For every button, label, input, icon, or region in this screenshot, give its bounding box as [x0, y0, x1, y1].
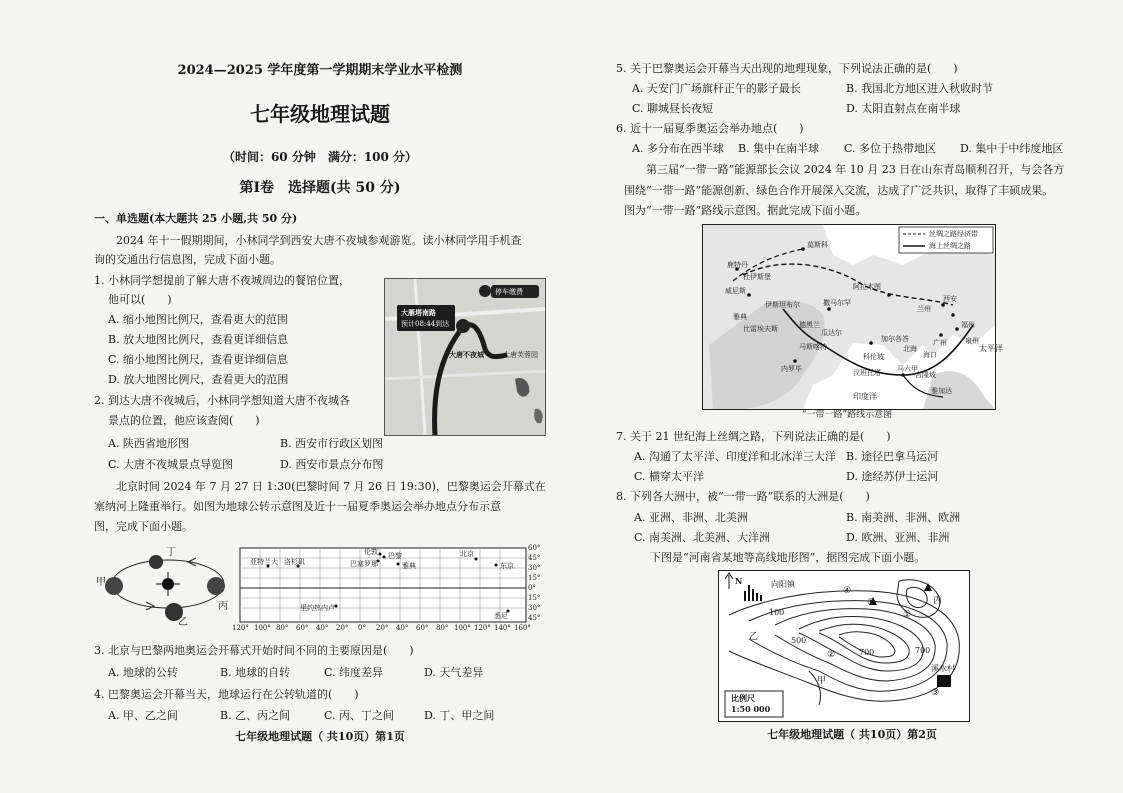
q2-stem: 2. 到达大唐不夜城后，小林同学想知道大唐不夜城各	[94, 394, 350, 407]
lon-label-5: 40°	[316, 624, 329, 632]
page-footer-1: 七年级地理试题（ 共10页）第1页	[235, 730, 405, 743]
city-kolkata: 加尔各答	[881, 335, 909, 343]
orbit-diagram	[96, 546, 236, 626]
marker-5: ⑤	[867, 598, 876, 608]
q8-stem: 8. 下列各大洲中，被“一带一路”联系的大洲是( )	[616, 490, 870, 503]
q8-option-d[interactable]: D. 欧洲、亚洲、非洲	[846, 531, 950, 544]
q7-stem: 7. 关于 21 世纪海上丝绸之路，下列说法正确的是( )	[616, 430, 891, 443]
q4-option-d[interactable]: D. 丁、甲之间	[424, 709, 495, 722]
q3-option-a[interactable]: A. 地球的公转	[108, 666, 178, 679]
city-lanzhou: 兰州	[917, 305, 931, 313]
q4-stem: 4. 巴黎奥运会开幕当天，地球运行在公转轨道的( )	[94, 688, 359, 701]
city-beijing: 北京	[460, 550, 474, 558]
city-hambantota: 汉班托塔	[853, 369, 881, 377]
q8-option-c[interactable]: C. 南美洲、北美洲、大洋洲	[634, 531, 771, 544]
lon-label-10: 60°	[416, 624, 429, 632]
q5-option-b[interactable]: B. 我国北方地区进入秋收时节	[846, 82, 994, 95]
q7-option-b[interactable]: B. 途径巴拿马运河	[846, 450, 939, 463]
q8-option-b[interactable]: B. 南美洲、非洲、欧洲	[846, 511, 961, 524]
city-london: 伦敦	[364, 548, 378, 556]
lat-30s: 30°	[528, 604, 541, 612]
intro3-line2: 围绕“一带一路”能源创新、绿色合作开展深入交流，达成了广泛共识，取得了丰硕成果。	[624, 184, 1054, 197]
orbit-jia: 甲	[96, 577, 106, 588]
city-venice: 威尼斯	[725, 287, 746, 295]
lat-45n: 45°	[528, 554, 541, 562]
indian-ocean-label: 印度洋	[853, 392, 877, 401]
q3-stem: 3. 北京与巴黎两地奥运会开幕式开始时间不同的主要原因是( )	[94, 644, 414, 657]
marker-2: ②	[827, 650, 836, 660]
city-almaty: 阿拉木图	[853, 283, 881, 291]
city-gwadar: 瓜达尔	[821, 329, 842, 337]
destination-label: 大唐不夜城	[449, 350, 484, 359]
lat-0: 0°	[528, 584, 536, 592]
q7-option-c[interactable]: C. 横穿太平洋	[634, 470, 705, 483]
north-arrow-label: N	[735, 576, 743, 586]
q2-option-b[interactable]: B. 西安市行政区划图	[280, 437, 384, 450]
q2-option-c[interactable]: C. 大唐不夜城景点导览图	[108, 458, 234, 471]
city-quanzhou: 泉州	[965, 337, 979, 345]
orbit-bing: 丙	[218, 601, 228, 612]
city-tokyo: 东京	[500, 562, 514, 570]
city-fuzhou: 福州	[961, 321, 975, 329]
lon-label-8: 20°	[376, 624, 389, 632]
city-colombo: 科伦坡	[863, 353, 884, 361]
city-rotterdam: 鹿特丹	[727, 261, 748, 269]
orbit-yi: 乙	[178, 617, 188, 628]
q4-option-a[interactable]: A. 甲、乙之间	[108, 709, 178, 722]
marker-1: ①	[903, 610, 912, 620]
part-heading: 一、单选题(本大题共 25 小题,共 50 分)	[94, 212, 298, 225]
village-label: 溪水村	[931, 664, 955, 673]
city-athens: 雅典	[402, 562, 416, 570]
q3-option-b[interactable]: B. 地球的自转	[220, 666, 291, 679]
q7-option-a[interactable]: A. 沟通了太平洋、印度洋和北冰洋三大洋	[634, 450, 836, 463]
legend-sea-route: 海上丝绸之路	[929, 242, 971, 250]
city-kuala-lumpur: 吉隆坡	[915, 371, 936, 379]
city-tehran: 德黑兰	[799, 321, 820, 329]
q4-option-c[interactable]: C. 丙、丁之间	[324, 709, 395, 722]
city-guangzhou: 广州	[933, 339, 947, 347]
scale-title: 比例尺	[731, 693, 755, 703]
orbit-ding: 丁	[166, 547, 176, 558]
marker-4: ④	[843, 586, 852, 596]
intro4: 下图是“河南省某地等高线地形图”，据图完成下面小题。	[650, 551, 926, 564]
section-title: 第Ⅰ卷 选择题(共 50 分)	[239, 180, 401, 196]
point-bing: 丙	[933, 596, 943, 606]
contour-100: 100	[769, 608, 785, 617]
city-moscow: 莫斯科	[807, 241, 828, 249]
q6-option-a[interactable]: A. 多分布在西半球	[632, 142, 724, 155]
intro2-line3: 图，完成下面小题。	[94, 520, 193, 533]
lon-label-4: 60°	[296, 624, 309, 632]
scale-value: 1:50 000	[731, 704, 771, 714]
city-atlanta: 亚特兰大	[250, 558, 278, 566]
contour-700-b: 700	[915, 646, 931, 655]
q1-option-d[interactable]: D. 放大地图比例尺，查看更大的范围	[108, 373, 289, 386]
pacific-ocean-label: 太平洋	[979, 344, 1003, 353]
intro2-line1: 北京时间 2024 年 7 月 27 日 1:30(巴黎时间 7 月 26 日 19:30)，巴黎奥运会开幕式在	[116, 480, 546, 493]
q5-option-d[interactable]: D. 太阳直射点在南半球	[846, 102, 961, 115]
city-rio: 里约热内卢	[300, 604, 335, 612]
q5-option-c[interactable]: C. 聊城昼长夜短	[632, 102, 714, 115]
belt-road-map	[702, 224, 1003, 410]
q2-option-d[interactable]: D. 西安市景点分布图	[280, 458, 384, 471]
city-sydney: 悉尼	[494, 612, 508, 620]
city-malacca: 马六甲	[897, 365, 918, 373]
lon-label-2: 100°	[254, 624, 271, 632]
q2-stem-2: 景点的位置，他应该查阅( )	[108, 414, 260, 427]
city-haikou: 海口	[923, 351, 937, 359]
intro1-line1: 2024 年十一假期期间，小林同学到西安大唐不夜城参观游览。读小林同学用手机查	[116, 234, 522, 247]
q6-option-b[interactable]: B. 集中在南半球	[738, 142, 820, 155]
city-istanbul: 伊斯坦布尔	[765, 301, 800, 309]
q1-option-c[interactable]: C. 缩小地图比例尺，查看更详细信息	[108, 353, 289, 366]
q5-option-a[interactable]: A. 天安门广场旗杆正午的影子最长	[632, 82, 801, 95]
city-jakarta: 雅加达	[931, 387, 952, 395]
q6-option-c[interactable]: C. 多位于热带地区	[844, 142, 937, 155]
eta-label: 预计08:44到达	[401, 320, 450, 328]
lon-label-11: 80°	[436, 624, 449, 632]
q5-stem: 5. 关于巴黎奥运会开幕当天出现的地理现象，下列说法正确的是( )	[616, 62, 958, 75]
point-jia: 甲	[817, 676, 827, 686]
page-footer-2: 七年级地理试题（ 共10页）第2页	[767, 728, 937, 741]
q6-option-d[interactable]: D. 集中于中纬度地区	[960, 142, 1064, 155]
lon-label-3: 80°	[276, 624, 289, 632]
q4-option-b[interactable]: B. 乙、丙之间	[220, 709, 291, 722]
place-label: 大唐芙蓉园	[503, 351, 538, 359]
q1-option-a[interactable]: A. 缩小地图比例尺，查看更大的范围	[108, 313, 288, 326]
city-barcelona: 巴塞罗那	[350, 560, 378, 568]
contour-500: 500	[791, 636, 807, 645]
lat-30n: 30°	[528, 564, 541, 572]
lon-label-12: 100°	[454, 624, 471, 632]
q1-stem-2: 他可以( )	[108, 293, 172, 306]
city-nairobi: 内罗毕	[781, 365, 802, 373]
lon-label-15: 160°	[514, 624, 531, 632]
city-paris: 巴黎	[388, 552, 402, 560]
contour-map	[718, 570, 970, 722]
city-samarkand: 撒马尔罕	[823, 299, 851, 307]
q3-option-c[interactable]: C. 纬度差异	[324, 666, 384, 679]
city-beihai: 北海	[903, 345, 917, 353]
lon-label-9: 40°	[396, 624, 409, 632]
intro3-line3: 图为“一带一路”路线示意图。据此完成下面小题。	[624, 204, 867, 217]
q1-option-b[interactable]: B. 放大地图比例尺，查看更详细信息	[108, 333, 289, 346]
olympic-grid-map	[232, 544, 542, 634]
lon-label-7: 0°	[358, 624, 366, 632]
navigation-map	[384, 278, 546, 436]
marker-3: ③	[931, 688, 940, 698]
lat-15n: 15°	[528, 574, 541, 582]
city-xian: 西安	[943, 295, 957, 303]
q8-option-a[interactable]: A. 亚洲、非洲、北美洲	[634, 511, 748, 524]
intro1-line2: 询的交通出行信息图，完成下面小题。	[94, 253, 281, 266]
q7-option-d[interactable]: D. 途经苏伊士运河	[846, 470, 939, 483]
legend-land-route: 丝绸之路经济带	[929, 230, 978, 238]
belt-road-caption: “一带一路”路线示意图	[801, 410, 893, 420]
parking-label: 停车缴费	[495, 288, 523, 296]
lat-15s: 15°	[528, 594, 541, 602]
intro2-line2: 塞纳河上隆重举行。如图为地球公转示意图及近十一届夏季奥运会举办地点分布示意	[94, 500, 501, 513]
city-muscat: 马斯喀特	[799, 343, 827, 351]
city-los-angeles: 洛杉矶	[284, 558, 305, 566]
city-athens-2: 雅典	[733, 313, 747, 321]
city-duisburg: 杜伊斯堡	[743, 273, 771, 281]
subject-title: 七年级地理试题	[250, 102, 390, 126]
q1-stem: 1. 小林同学想提前了解大唐不夜城周边的餐馆位置，	[94, 274, 350, 287]
lon-label-1: 120°	[232, 624, 249, 632]
q6-stem: 6. 近十一届夏季奥运会举办地点( )	[616, 122, 804, 135]
city-piraeus: 比雷埃夫斯	[743, 325, 778, 333]
exam-title: 2024—2025 学年度第一学期期末学业水平检测	[177, 63, 463, 78]
point-yi: 乙	[749, 632, 759, 642]
lon-label-13: 120°	[474, 624, 491, 632]
lat-45s: 45°	[528, 614, 541, 622]
lon-label-6: 20°	[336, 624, 349, 632]
time-info: （时间：60 分钟 满分：100 分）	[222, 150, 418, 164]
intro3-line1: 第三届“一带一路”能源部长会议 2024 年 10 月 23 日在山东青岛顺利召开，与会各方	[646, 163, 1065, 176]
lon-label-14: 140°	[494, 624, 511, 632]
town-label: 向阳镇	[771, 580, 795, 589]
station-label: 大雁塔南路	[401, 308, 436, 317]
lat-60n: 60°	[528, 544, 541, 552]
q2-option-a[interactable]: A. 陕西省地形图	[108, 437, 189, 450]
q3-option-d[interactable]: D. 天气差异	[424, 666, 484, 679]
contour-700-a: 700	[859, 648, 875, 657]
